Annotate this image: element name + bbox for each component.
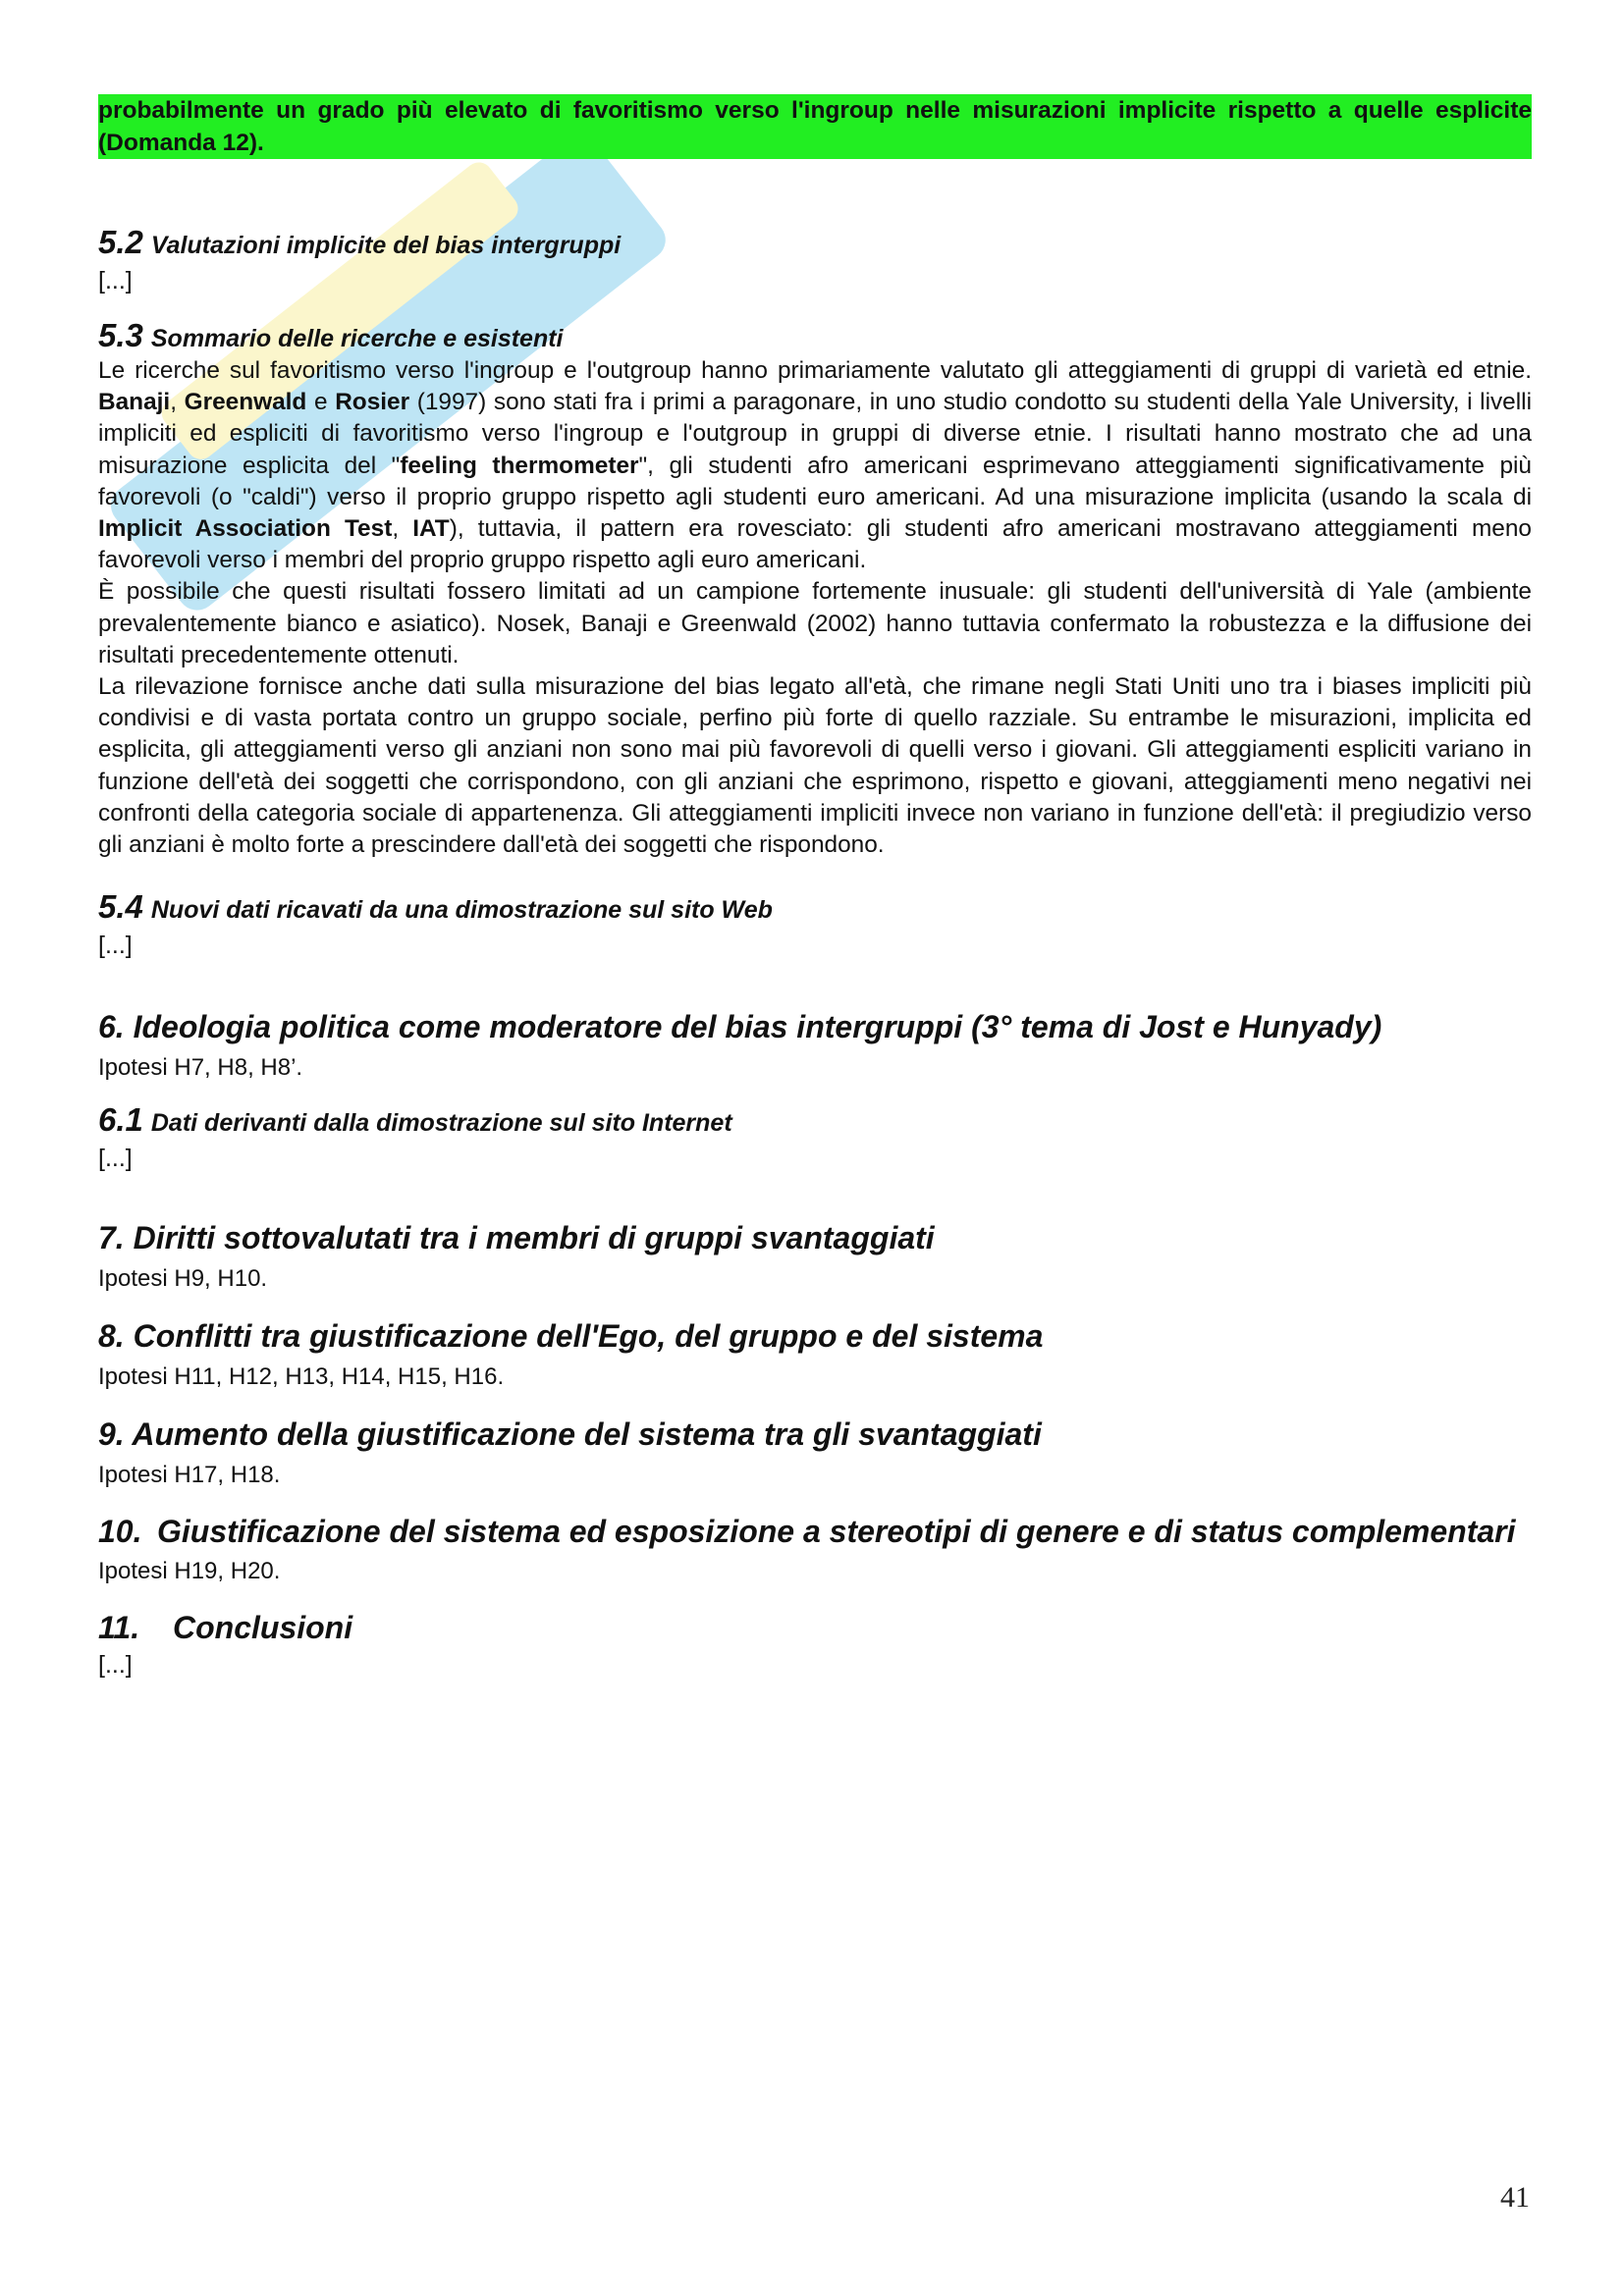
section-5-3-heading: 5.3 Sommario delle ricerche e esistenti	[98, 317, 564, 353]
section-5-3-body	[98, 355, 1532, 861]
section-6-1-ellipsis: [...]	[98, 1145, 133, 1173]
section-6-hypotheses: Ipotesi H7, H8, H8’.	[98, 1054, 303, 1082]
section-10-hypotheses: Ipotesi H19, H20.	[98, 1558, 281, 1585]
section-6-1-heading: 6.1 Dati derivanti dalla dimostrazione sul sito Internet	[98, 1101, 732, 1139]
section-5-4-ellipsis: [...]	[98, 932, 133, 960]
document-body	[98, 94, 1532, 1682]
section-7-heading: 7. Diritti sottovalutati tra i membri di gruppi svantaggiati	[98, 1220, 935, 1256]
paragraph-2: È possibile che questi risultati fossero limitati ad un campione fortemente inusuale: gli studenti dell'università di Yale (ambiente prevalentemente bianco e asiatico). Nosek, Banaji e Greenwald (2002) hanno tuttavia confermato la robustezza e la diffusione dei risultati precedentemente ottenuti.	[98, 578, 1532, 668]
section-8-hypotheses: Ipotesi H11, H12, H13, H14, H15, H16.	[98, 1363, 505, 1391]
section-7-hypotheses: Ipotesi H9, H10.	[98, 1265, 268, 1293]
page-number: 41	[1500, 2181, 1530, 2214]
section-9-heading: 9. Aumento della giustificazione del sistema tra gli svantaggiati	[98, 1416, 1042, 1453]
section-8-heading: 8. Conflitti tra giustificazione dell'Ego, del gruppo e del sistema	[98, 1318, 1044, 1355]
section-11-ellipsis: [...]	[98, 1651, 133, 1680]
paragraph-3: La rilevazione fornisce anche dati sulla misurazione del bias legato all'età, che rimane negli Stati Uniti uno tra i biases impliciti più condivisi e di vasta portata contro un gruppo sociale, perfino più forte di quello razziale. Su entrambe le misurazioni, implicita ed esplicita, gli atteggiamenti verso gli anziani non sono mai più favorevoli di quelli verso i giovani. Gli atteggiamenti espliciti variano in funzione dell'età dei soggetti che corrispondono, con gli anziani che esprimono, rispetto e giovani, atteggiamenti meno negativi nei confronti della categoria sociale di appartenenza. Gli atteggiamenti impliciti invece non variano in funzione dell'età: il pregiudizio verso gli anziani è molto forte a prescindere dall'età dei soggetti che rispondono.	[98, 673, 1532, 859]
section-9-hypotheses: Ipotesi H17, H18.	[98, 1462, 281, 1489]
section-6-heading: 6. Ideologia politica come moderatore del bias intergruppi (3° tema di Jost e Hunyady)	[98, 1009, 1382, 1045]
section-5-2-ellipsis: [...]	[98, 267, 133, 294]
section-11-heading: 11. Conclusioni	[98, 1610, 353, 1646]
section-5-2-heading: 5.2 Valutazioni implicite del bias intergruppi	[98, 224, 622, 260]
section-10-heading: 10. Giustificazione del sistema ed esposizione a stereotipi di genere e di status complementari	[98, 1514, 1516, 1550]
section-5-4-heading: 5.4 Nuovi dati ricavati da una dimostrazione sul sito Web	[98, 888, 773, 926]
paragraph-1: Le ricerche sul favoritismo verso l'ingroup e l'outgroup hanno primariamente valutato gli atteggiamenti di gruppi di varietà ed etnie. Banaji, Greenwald e Rosier (1997) sono stati fra i primi a paragonare, in uno studio condotto su studenti della Yale University, i livelli impliciti ed espliciti di favoritismo verso l'ingroup e l'outgroup in gruppi di diverse etnie. I risultati hanno mostrato che ad una misurazione esplicita del "feeling thermometer", gli studenti afro americani esprimevano atteggiamenti significativamente più favorevoli (o "caldi") verso il proprio gruppo rispetto agli studenti euro americani. Ad una misurazione implicita (usando la scala di Implicit Association Test, IAT), tuttavia, il pattern era rovesciato: gli studenti afro americani mostravano atteggiamenti meno favorevoli verso i membri del proprio gruppo rispetto agli euro americani.	[98, 357, 1533, 574]
highlighted-intro: probabilmente un grado più elevato di favoritismo verso l'ingroup nelle misurazioni implicite rispetto a quelle esplicite (Domanda 12).	[98, 94, 1532, 159]
